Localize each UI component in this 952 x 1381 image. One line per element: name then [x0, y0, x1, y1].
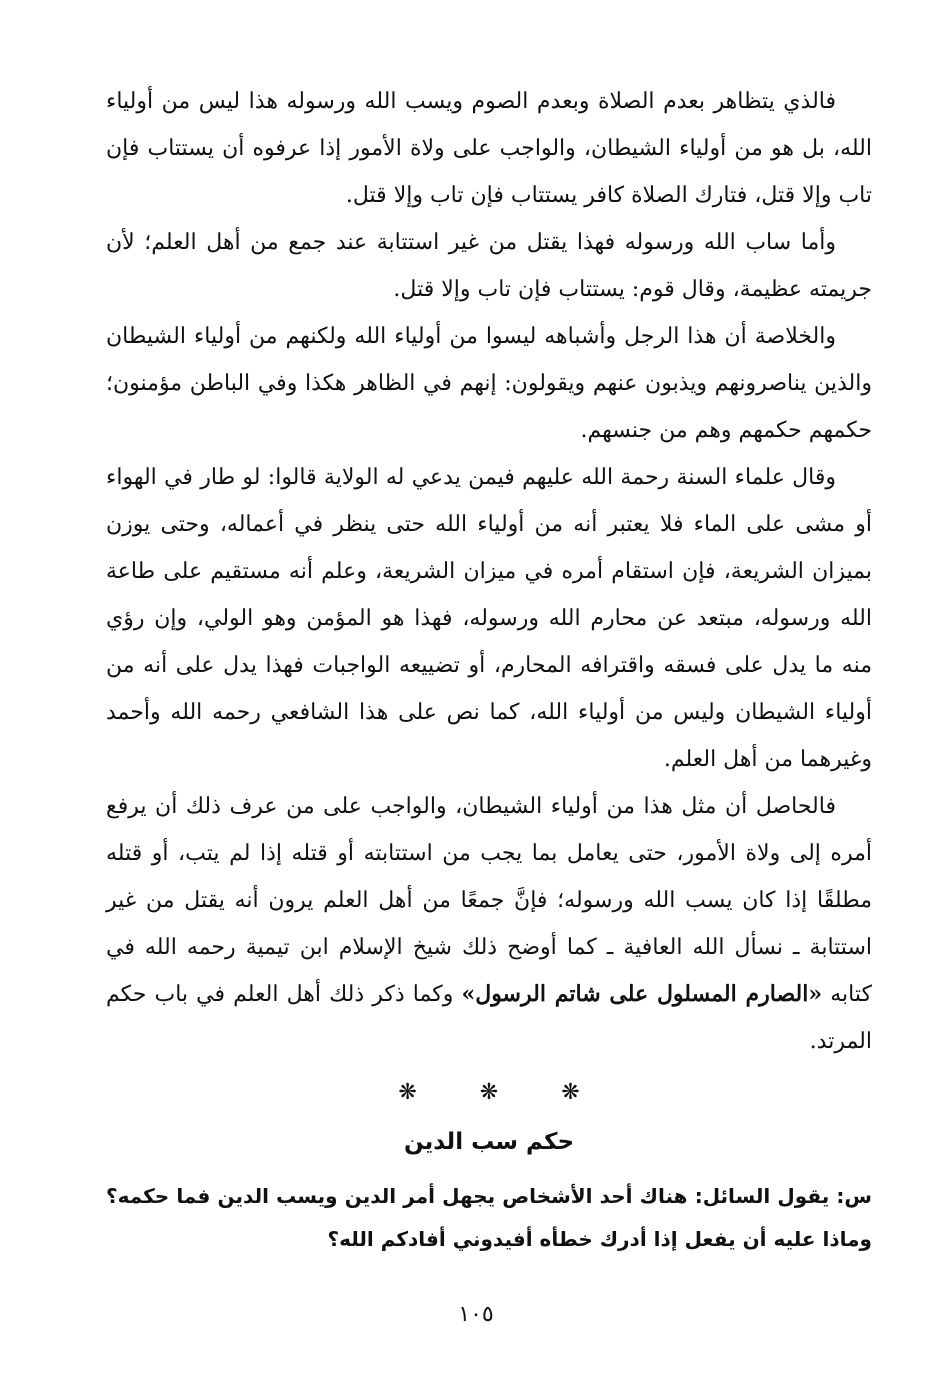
page-body: [106, 78, 872, 1261]
divider-star-icon: ❋: [398, 1080, 417, 1105]
paragraph-5-text: فالحاصل أن مثل هذا من أولياء الشيطان، والواجب على من عرف ذلك أن يرفع أمره إلى ولاة الأمور، حتى يعامل بما يجب من استتابته أو قتله إذا لم يتب، أو قتله مطلقًا إذا كان يسب الله ورسوله؛ فإنَّ جمعًا من أهل العلم يرون أنه يقتل من غير استتابة ـ نسأل الله العافية ـ كما أوضح ذلك شيخ الإسلام ابن تيمية رحمه الله في كتابه: [106, 794, 872, 1007]
paragraph-4: وقال علماء السنة رحمة الله عليهم فيمن يدعي له الولاية قالوا: لو طار في الهواء أو مشى على الماء فلا يعتبر أنه من أولياء الله حتى ينظر في أعماله، وحتى يوزن بميزان الشريعة، فإن استقام أمره في ميزان الشريعة، وعلم أنه مستقيم على طاعة الله ورسوله، مبتعد عن محارم الله ورسوله، فهذا هو المؤمن وهو الولي، وإن رؤي منه ما يدل على فسقه واقترافه المحارم، أو تضييعه الواجبات فهذا يدل على أنه من أولياء الشيطان وليس من أولياء الله، كما نص على هذا الشافعي رحمه الله وأحمد وغيرهما من أهل العلم.: [106, 465, 872, 772]
section-divider: [106, 1069, 872, 1113]
book-title: «الصارم المسلول على شاتم الرسول»: [461, 981, 823, 1007]
paragraph-2: وأما ساب الله ورسوله فهذا يقتل من غير استتابة عند جمع من أهل العلم؛ لأن جريمته عظيمة، وقال قوم: يستتاب فإن تاب وإلا قتل.: [106, 230, 872, 302]
divider-star-icon: ❋: [479, 1080, 499, 1105]
divider-star-icon: ❋: [561, 1080, 580, 1105]
page-number: ١٠٥: [458, 1302, 494, 1327]
paragraph-1: فالذي يتظاهر بعدم الصلاة وبعدم الصوم ويسب الله ورسوله هذا ليس من أولياء الله، بل هو من أولياء الشيطان، والواجب على ولاة الأمور إذا عرفوه أن يستتاب فإن تاب وإلا قتل، فتارك الصلاة كافر يستتاب فإن تاب وإلا قتل.: [106, 89, 872, 208]
paragraph-3: والخلاصة أن هذا الرجل وأشباهه ليسوا من أولياء الله ولكنهم من أولياء الشيطان والذين يناصرونهم ويذبون عنهم ويقولون: إنهم في الظاهر هكذا وفي الباطن مؤمنون؛ حكمهم حكمهم وهم من جنسهم.: [106, 324, 872, 443]
question-text: س: يقول السائل: هناك أحد الأشخاص يجهل أمر الدين ويسب الدين فما حكمه؟ وماذا عليه أن يفعل إذا أدرك خطأه أفيدوني أفادكم الله؟: [106, 1184, 872, 1251]
section-title: حكم سب الدين: [403, 1129, 575, 1155]
paragraph-5: [106, 783, 872, 1065]
paragraph-5-ending: وكما ذكر ذلك أهل العلم في باب حكم المرتد.: [106, 982, 872, 1054]
